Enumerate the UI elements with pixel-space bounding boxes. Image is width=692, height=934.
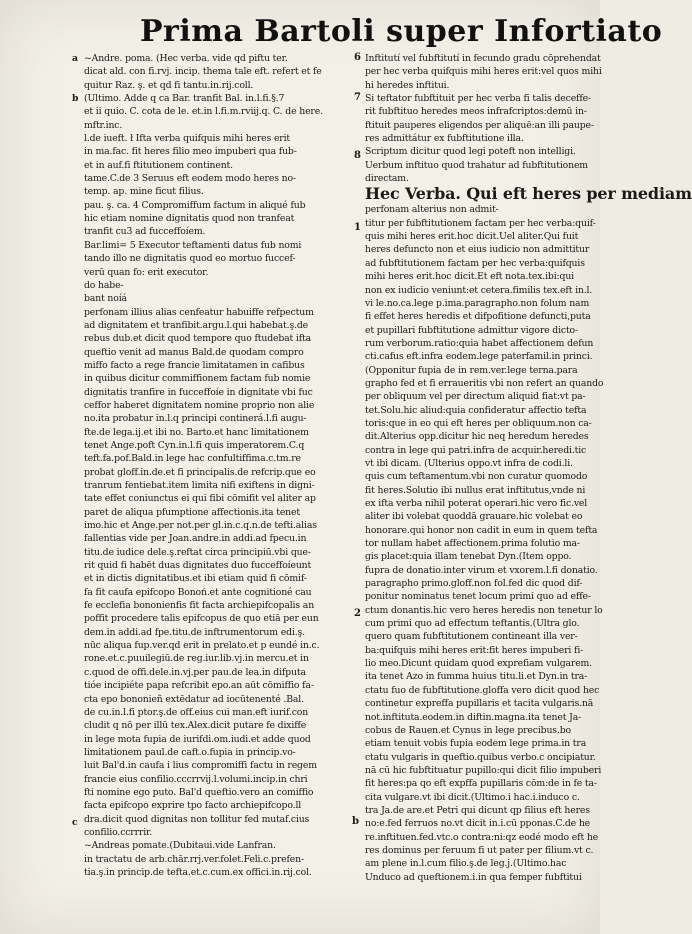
left-text-line: tia.ş.in princip.de tefta.et.c.cum.ex offici.in.rij.col.: [84, 866, 312, 878]
left-text-line: tando illo ne dignitatis quod eo mortuo fuccef-: [84, 253, 296, 265]
left-text-line: dra.dicit quod dignitas non tollitur fed mutaf.cius: [84, 813, 310, 825]
right-text-line: ponitur nominatus tenet locum primi quo ad effe-: [365, 591, 591, 603]
right-text-line: (Opponitur fupia de in rem.ver.lege terna.para: [365, 364, 578, 376]
left-text-line: hic etiam nomine dignitatis quod non tranfeat: [84, 213, 295, 225]
left-text-line: limitationem paul.de caft.o.fupia in princip.vo-: [84, 746, 296, 758]
left-text-line: Bar.limi= 5 Executor teftamenti datus fub nomi: [84, 239, 302, 251]
left-text-line: in lege mota fupia de iurifdi.om.iudi.et adde quod: [84, 733, 311, 745]
right-text-line: tet.Solu.hic aliud:quia confideratur affectio tefta: [365, 404, 587, 416]
right-text-line: etiam tenuit vobis fupia eodem lege prima.in tra: [365, 738, 587, 750]
left-text-line: verū quan fo: erit executor.: [84, 266, 209, 278]
gutter-number: b: [352, 816, 359, 827]
right-text-line: ctatu fuo de fubftitutione.gloffa vero dicit quod hec: [365, 684, 600, 696]
right-text-line: Scriptum dicitur quod legi poteft non intelligi.: [365, 146, 576, 158]
left-text-line: cludit q nō per illū tex.Alex.dicit putare fe dixiffe: [84, 720, 307, 732]
left-text-line: teft.fa.pof.Bald.in lege hac confultiffima.c.tm.re: [84, 453, 301, 465]
right-text-line: Inftitutí vel fubftitutí in fecundo gradu cōprehendat: [365, 53, 601, 64]
left-text-line: queftio venit ad manus Bald.de quodam compro: [84, 346, 304, 358]
left-text-line: miffo facto a rege francie limitatamen in cafibus: [84, 359, 305, 371]
right-text-line: tor nullam habet affectionem.prima folutio ma-: [365, 538, 580, 550]
left-text-line: et ii quio. C. cota de le. et.in l.fi.m.rviij.q. C. de here.: [84, 106, 323, 118]
right-text-line: not.inftituta.eodem.in diftin.magna.ita tenet Ja-: [365, 711, 582, 723]
right-text-line: fit heres.Solutio ibi nullus erat inftitutus,vnde ni: [365, 484, 586, 496]
left-text-line: mftr.inc.: [84, 119, 123, 131]
right-text-line: vt ibi dicam. (Ulterius oppo.vt infra de codi.li.: [365, 457, 573, 469]
right-text-line: directam.: [365, 173, 409, 185]
right-text-line: hi heredes inftitui.: [365, 79, 450, 91]
right-text-line: cti.cafus eft.infra eodem.lege paterfamil.in princi.: [365, 351, 593, 363]
left-text-line: et in dictis dignitatibus.et ibi etiam quid fi cōmif-: [84, 573, 307, 585]
left-text-line: fti nomine ego puto. Bal'd queftio.vero an comiffio: [84, 786, 314, 798]
right-text-line: res admittátur ex fubftitutione illa.: [365, 133, 524, 145]
right-text-line: Si teftator fubftituit per hec verba fi talis deceffe-: [365, 93, 591, 105]
gutter-number: 7: [354, 92, 361, 103]
left-text-line: no.ita probatur in.l.q principi continerá.l.fi augu-: [84, 413, 307, 425]
right-text-line: fi effet heres heredis et difpofitione defuncti,puta: [365, 311, 591, 323]
margin-letter: a: [72, 53, 79, 64]
right-text-line: contra in lege qui patri.infra de acquir.heredi.tic: [365, 444, 587, 456]
left-text-line: perfonam illius alias cenfeatur habuiffe refpectum: [84, 306, 314, 318]
left-text-line: facta epifcopo exprire tpo facto archiepifcopo.ll: [84, 800, 302, 812]
right-text-line: Unduco ad queftionem.i.in qua femper fubftitui: [365, 871, 582, 883]
left-text-line: tenet Ange.poft Cyn.in.l.fi quis imperatorem.C.q: [84, 439, 305, 451]
left-text-line: quitur Raz. ş. et qd fi tantu.in.rij.coll.: [84, 79, 254, 91]
left-text-line: luit Bal'd.in caufa i lius compromiffi factu in regem: [84, 760, 317, 772]
right-text-line: rit fubftituo heredes meos infrafcriptos:demū in-: [365, 106, 587, 118]
left-text-line: tióe incipiéte papa refcribit epo.an aūt cōmiffio fa-: [84, 680, 314, 692]
left-text-line: et in auf.fi ftitutionem continent.: [84, 159, 233, 171]
left-text-line: pau. ş. ca. 4 Compromiffum factum in aliqué fub: [84, 199, 306, 211]
left-text-line: fa fit caufa epifcopo Bonoń.et ante cognitioné cau: [84, 586, 312, 598]
right-text-line: cita vulgare.vt ibi dicit.(Ultimo.i hac.i.induco c.: [365, 791, 580, 803]
left-text-line: dicat ald. con fi.rvj. incip. thema tale eft. refert et fe: [84, 66, 322, 78]
left-text-line: fallentias vide per Joan.andre.in addi.ad fpecu.in: [84, 533, 307, 545]
left-text-line: fte.de lega.ij.et ibi no. Barto.et hanc limitationem: [84, 426, 309, 438]
left-text-line: fe ecclefia bononienfis fit facta archiepifcopalis an: [84, 600, 315, 612]
right-text-line: quis cum teftamentum.vbi non curatur quomodo: [365, 471, 588, 483]
right-text-line: nā cū hic fubftituatur pupillo:qui dicit filio impuberi: [365, 764, 602, 776]
right-text-line: lio meo.Dicunt quidam quod exprefiam vulgarem.: [365, 658, 593, 670]
left-text-line: rebus dub.et dicit quod tempore quo ftudebat ifta: [84, 333, 312, 345]
left-text-line: l.de iueft. ł Ifta verba quifquis mihi heres erit: [84, 133, 291, 145]
right-text-line: ex ifta verba nihil poterat operari.hic vero fic.vel: [365, 498, 588, 509]
left-text-line: rit quid fi habēt duas dignitates duo fucceffoíeunt: [84, 560, 312, 572]
right-text-line: cobus de Rauen.et Cynus in lege precibus.bo: [365, 724, 571, 736]
left-text-line: nūc aliqua fup.ver.qd erit in prelato.et p eundé in.c.: [84, 640, 320, 652]
right-text-line: honorare.qui honor non cadit in eum in quem tefta: [365, 524, 598, 536]
left-text-line: paret de aliqua pfumptione affectionis.ita tenet: [84, 506, 300, 518]
gutter-number: 2: [354, 608, 361, 619]
right-text-line: ad fubftitutionem factam per hec verba:quifquis: [365, 257, 585, 269]
left-text-line: ceffor haberet dignitatem nomine proprio non alie: [84, 399, 315, 411]
right-text-line: ita tenet Azo in fumma huius titu.li.et Dyn.in tra-: [365, 671, 588, 683]
right-text-line: continetur expreffa pupillaris et tacita vulgaris.nā: [365, 698, 594, 710]
left-text-line: titu.de iudice dele.ş.reftat circa principiū.vbi que-: [84, 546, 311, 558]
left-text-line: imo.hic et Ange.per not.per gl.in.c.q.n.de tefti.alias: [84, 520, 317, 532]
right-text-line: mihi heres erit.hoc dicit.Et eft nota.tex.ibi:qui: [365, 271, 574, 283]
left-text-line: do habe-: [84, 279, 124, 291]
left-text-line: (Ultimo. Adde q ca Bar. tranfit Bal. in.l.fi.§.7: [84, 93, 285, 105]
left-text-line: tate effet coniunctus ei qui fibi cōmifit vel aliter ap: [84, 493, 316, 505]
left-text-line: poffit procedere talis epifcopus de quo etiā per eun: [84, 613, 319, 625]
right-text-line: non ex iudicio veniunt:et cetera.fimilis tex.eft in.l.: [365, 284, 593, 296]
right-text-line: res dominus per feruum fi ut pater per filium.vt c.: [365, 844, 594, 856]
right-text-line: et pupillari fubftitutione admittur vigore dicto-: [365, 324, 578, 336]
right-text-line: re.inftituen.fed.vtc.o contra:ni:qz eodé modo eft he: [365, 831, 599, 843]
left-text-line: in ma.fac. fit heres filio meo impuberi qua fub-: [84, 146, 297, 158]
left-text-line: tranfit cu3 ad fucceffoíem.: [84, 226, 206, 238]
right-text-line: ba:quifquis mihi heres erit:fit heres impuberi fi-: [365, 644, 584, 656]
right-text-line: aliter ibi volebat quoddā grauare.hic volebat eo: [365, 511, 583, 523]
right-text-line: Uerbum inftituo quod trahatur ad fubftitutionem: [365, 159, 588, 171]
right-text-line: perfonam alterius non admit-: [365, 204, 499, 216]
right-text-line: dit.Alterius opp.dicitur hic neq heredum heredes: [365, 431, 589, 443]
right-text-line: quis mihi heres erit.hoc dicit.Uel aliter.Qui fuit: [365, 231, 579, 243]
left-text-line: ~Andre. poma. (Hec verba. vide qd piftu ter.: [84, 53, 288, 64]
right-text-line: tra Ja.de are.et Petri qui dicunt qp filius eft heres: [365, 804, 590, 816]
left-text-line: c.quod de offi.dele.in.vj.per pau.de lea.in difputa: [84, 666, 306, 678]
left-text-line: ~Andreas pomate.(Dubitaui.vide Lanfran.: [84, 840, 276, 852]
gutter-number: 6: [354, 52, 361, 63]
left-text-line: francie eius confilio.cccrrvij.l.volumi.incip.in chri: [84, 773, 308, 785]
left-text-line: de cu.in.l.fi ptor.ş.de off.eius cui man.eft iurif.con: [84, 706, 309, 718]
right-text-line: fupra de donatio.inter virum et vxorem.l.fi donatio.: [365, 564, 598, 576]
right-text-line: Hec Verba. Qui eft heres per mediam: [365, 184, 692, 204]
left-text-line: in quibus dicitur commiffionem factam fub nomie: [84, 373, 311, 385]
left-text-line: rone.et.c.puuilegiū.de reg.iur.lib.vj.in mercu.et in: [84, 653, 309, 665]
left-text-line: bant noíá: [84, 293, 127, 305]
right-text-line: vi le.no.ca.lege p.ima.paragrapho.non folum nam: [365, 297, 590, 309]
right-text-line: heres defuncto non et eius iudicio non admittitur: [365, 244, 590, 256]
right-text-line: per hec verba quifquis mihi heres erit:vel quos mihi: [365, 66, 602, 78]
right-text-line: rum verborum.ratio:quia habet affectionem defun: [365, 337, 594, 349]
left-text-line: tame.C.de 3 Seruus eft eodem modo heres no-: [84, 173, 296, 185]
left-text-line: tranrum fentiebat.item limita nifi exiftens in digni-: [84, 480, 315, 491]
right-text-line: am plene in.l.cum filio.ş.de leg.j.(Ultimo.hac: [365, 858, 567, 870]
right-text-line: fit heres:pa qo eft expffa pupillaris cōm:de in fe ta-: [365, 778, 597, 790]
right-text-line: ftituit pauperes eligendos per aliquē:an illi paupe-: [365, 119, 594, 131]
left-text-line: temp. ap. mine ficut filius.: [84, 186, 204, 198]
right-text-line: paragrapho primo.gloff.non fol.fed dic quod dif-: [365, 578, 583, 590]
left-text-line: cta epo bononieñ extēdatur ad iocūtenenté .Bal.: [84, 693, 304, 705]
left-text-line: dignitatis tranfire in fucceffoíe in dignitate vbi fuc: [84, 386, 313, 398]
running-head-title: Prima Bartoli super Infortiato: [140, 14, 663, 49]
right-text-line: gis placet:quia illam tenebat Dyn.(Item oppo.: [365, 551, 572, 563]
right-text-line: titur per fubftitutionem factam per hec verba:quif-: [365, 217, 596, 229]
right-text-column: [365, 52, 692, 884]
left-text-line: dem.in addi.ad fpe.titu.de inftrumentorum edi.ş.: [84, 626, 305, 638]
right-text-line: quero quam fubftitutionem contineant illa ver-: [365, 631, 578, 643]
left-text-line: probat gloff.in.de.et fi principalis.de refcrip.que eo: [84, 466, 316, 478]
right-text-line: cum primi quo ad effectum teftantis.(Ultra glo.: [365, 618, 580, 630]
right-text-line: toris:que in eo qui eft heres per obliquum.non ca-: [365, 417, 592, 429]
left-text-line: confilio.ccrrrir.: [84, 826, 153, 838]
right-text-line: no:e.fed ferruos no.vt dicit in.i.cū pponas.C.de he: [365, 818, 591, 830]
right-text-line: grapho fed et fi erraueritis vbi non refert an quando: [365, 377, 604, 389]
gutter-number: 8: [354, 150, 361, 161]
margin-letter: b: [72, 93, 79, 104]
left-text-line: ad dignitatem et tranfibit.argu.l.qui habebat.ş.de: [84, 319, 309, 331]
margin-letter: c: [72, 817, 78, 828]
right-text-line: ctatu vulgaris in queftio.quibus verbo.c oncipiatur.: [365, 751, 596, 763]
left-text-line: in tractatu de arb.chār.rrj.ver.folet.Feli.c.prefen-: [84, 853, 304, 865]
right-text-line: per obliquum vel per directum aliquid fiat:vt pa-: [365, 391, 586, 403]
left-text-column: [84, 52, 352, 879]
right-text-line: ctum donantis.hic vero heres heredis non tenetur lo: [365, 604, 603, 616]
gutter-number: 1: [354, 222, 361, 233]
